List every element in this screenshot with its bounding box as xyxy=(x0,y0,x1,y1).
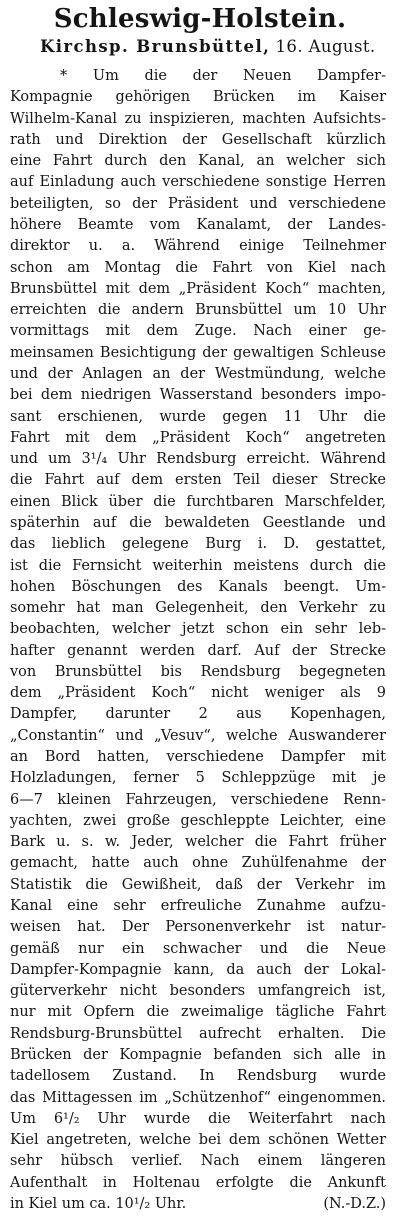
body-line-28: hafter genannt werden darf. Auf der Strecke xyxy=(10,642,386,659)
body-line-17: sant erschienen, wurde gegen 11 Uhr die xyxy=(10,408,386,425)
body-line-26: somehr hat man Gelegenheit, den Verkehr zu xyxy=(10,600,386,617)
dateline-date: 16. August. xyxy=(275,37,376,56)
body-line-38: gemacht, hatte auch ohne Zuhülfenahme der xyxy=(10,855,386,872)
body-line-29: von Brunsbüttel bis Rendsburg begegneten xyxy=(10,663,386,680)
body-line-13: vormittags mit dem Zuge. Nach einer ge- xyxy=(10,323,386,340)
body-line-50: Um 6¹/₂ Uhr wurde die Weiterfahrt nach xyxy=(10,1110,386,1127)
body-line-20: die Fahrt auf dem ersten Teil dieser Strecke xyxy=(10,472,386,489)
body-line-46: Rendsburg-Brunsbüttel aufrecht erhalten. Die xyxy=(10,1025,386,1042)
body-line-10: schon am Montag die Fahrt von Kiel nach xyxy=(10,259,386,276)
body-line-32: „Constantin“ und „Vesuv“, welche Auswanderer xyxy=(10,727,386,744)
body-line-12: erreichten die andern Brunsbüttel um 10 Uhr xyxy=(10,302,386,319)
body-line-19: und um 3¹/₄ Uhr Rendsburg erreicht. Während xyxy=(10,451,386,468)
body-line-37: Bark u. s. w. Jeder, welcher die Fahrt früher xyxy=(10,834,386,851)
dateline-place: Kirchsp. Brunsbüttel, xyxy=(40,37,271,56)
body-line-24: ist die Fernsicht weiterhin meistens durch die xyxy=(10,557,386,574)
body-line-21: einen Blick über die furchtbaren Marschfelder, xyxy=(10,493,386,510)
body-line-5: eine Fahrt durch den Kanal, an welcher sich xyxy=(10,153,386,170)
body-line-34: Holzladungen, ferner 5 Schleppzüge mit je xyxy=(10,770,386,787)
body-line-15: und der Anlagen an der Westmündung, welche xyxy=(10,365,386,382)
body-line-52: sehr hübsch verlief. Nach einem längeren xyxy=(10,1153,386,1170)
body-line-8: höhere Beamte vom Kanalamt, der Landes- xyxy=(10,216,386,233)
source-signature: (N.-D.Z.) xyxy=(323,1196,386,1212)
body-line-54: in Kiel um ca. 10¹/₂ Uhr. xyxy=(10,1196,187,1212)
body-line-40: Kanal eine sehr erfreuliche Zunahme aufzu- xyxy=(10,898,386,915)
body-line-43: Dampfer-Kompagnie kann, da auch der Lokal- xyxy=(10,961,386,978)
body-line-36: yachten, zwei große geschleppte Leichter, eine xyxy=(10,812,386,829)
body-line-18: Fahrt mit dem „Präsident Koch“ angetreten xyxy=(10,429,386,446)
body-line-25: hohen Böschungen des Kanals beengt. Um- xyxy=(10,578,386,595)
body-line-7: beteiligten, so der Präsident und verschiedene xyxy=(10,195,386,212)
body-line-14: meinsamen Besichtigung der gewaltigen Schleuse xyxy=(10,344,386,361)
body-line-16: bei dem niedrigen Wasserstand besonders impo- xyxy=(10,387,386,404)
body-line-6: auf Einladung auch verschiedene sonstige Herren xyxy=(10,174,386,191)
body-line-23: das lieblich gelegene Burg i. D. gestattet, xyxy=(10,536,386,553)
dateline xyxy=(40,36,376,58)
body-line-39: Statistik die Gewißheit, daß der Verkehr im xyxy=(10,876,386,893)
body-line-4: rath und Direktion der Gesellschaft kürzlich xyxy=(10,131,386,148)
body-line-2: Kompagnie gehörigen Brücken im Kaiser xyxy=(10,89,386,106)
body-line-27: beobachten, welcher jetzt schon ein sehr leb- xyxy=(10,621,386,638)
body-line-44: güterverkehr nicht besonders umfangreich ist, xyxy=(10,983,386,1000)
body-line-33: an Bord hatten, verschiedene Dampfer mit xyxy=(10,749,386,766)
body-line-45: nur mit Opfern die zweimalige tägliche Fahrt xyxy=(10,1004,386,1021)
body-line-3: Wilhelm-Kanal zu inspizieren, machten Aufsichts- xyxy=(10,110,386,127)
body-line-53: Aufenthalt in Holtenau erfolgte die Ankunft xyxy=(10,1174,386,1191)
body-line-51: Kiel angetreten, welche bei dem schönen Wetter xyxy=(10,1132,386,1149)
body-line-49: das Mittagessen im „Schützenhof“ eingenommen. xyxy=(10,1089,386,1106)
body-line-11: Brunsbüttel mit dem „Präsident Koch“ machten, xyxy=(10,280,386,297)
body-line-31: Dampfer, darunter 2 aus Kopenhagen, xyxy=(10,706,386,723)
body-line-41: weisen hat. Der Personenverkehr ist natur- xyxy=(10,919,386,936)
body-line-47: Brücken der Kompagnie befanden sich alle in xyxy=(10,1047,386,1064)
section-heading: Schleswig-Holstein. xyxy=(53,4,347,34)
body-line-30: dem „Präsident Koch“ nicht weniger als 9 xyxy=(10,685,386,702)
body-line-1: * Um die der Neuen Dampfer- xyxy=(60,68,386,84)
body-line-22: späterhin auf die bewaldeten Geestlande und xyxy=(10,514,386,531)
body-line-35: 6—7 kleinen Fahrzeugen, verschiedene Renn- xyxy=(10,791,386,808)
body-line-48: tadellosem Zustand. In Rendsburg wurde xyxy=(10,1068,386,1085)
body-line-9: direktor u. a. Während einige Teilnehmer xyxy=(10,238,386,255)
body-line-42: gemäß nur ein schwacher und die Neue xyxy=(10,940,386,957)
